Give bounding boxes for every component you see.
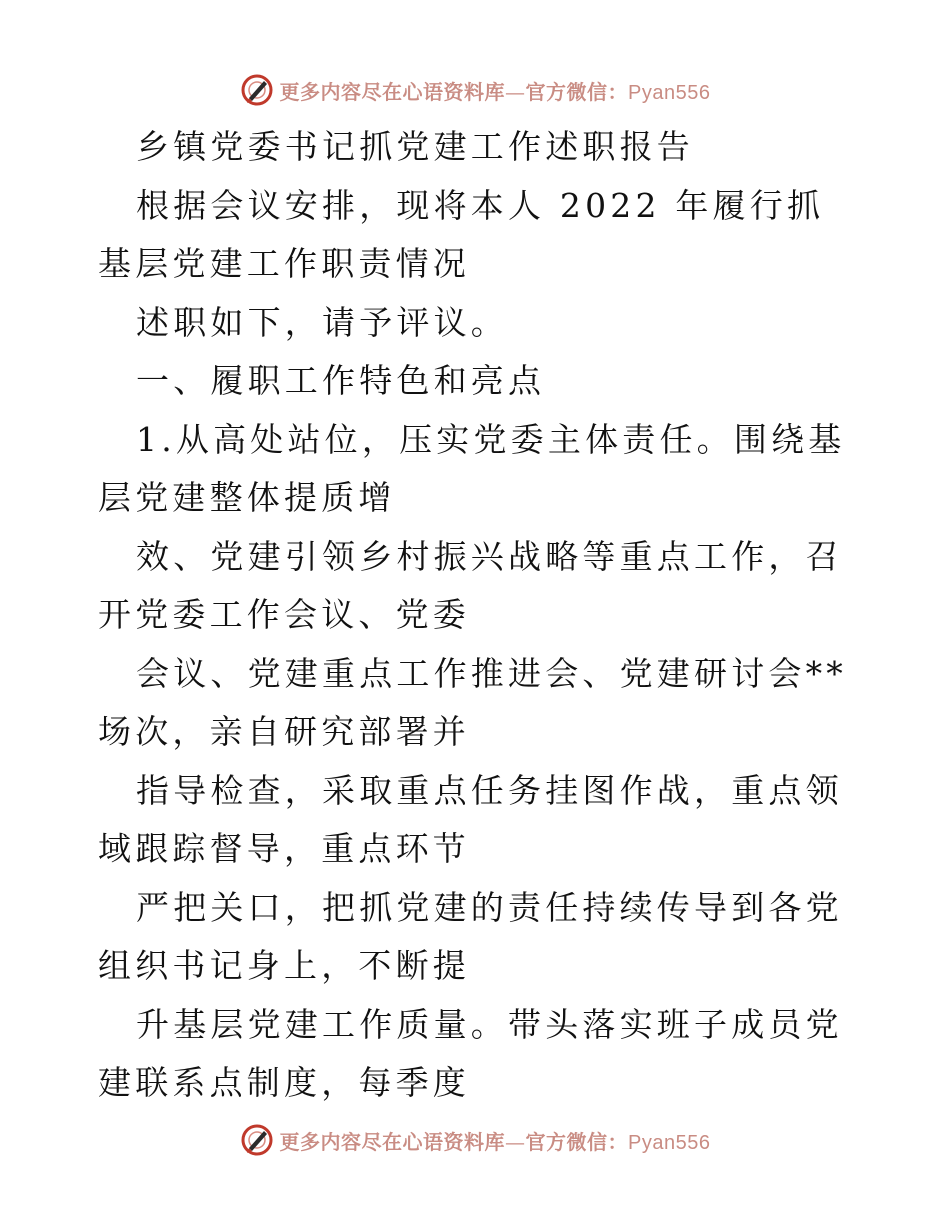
- paragraph: 1.从高处站位，压实党委主体责任。围绕基层党建整体提质增: [98, 419, 846, 517]
- paragraph: 严把关口，把抓党建的责任持续传导到各党组织书记身上，不断提: [98, 887, 843, 985]
- watermark-text: 更多内容尽在心语资料库—官方微信：Pyan556: [279, 1129, 711, 1154]
- section-heading: 一、履职工作特色和亮点: [136, 361, 546, 400]
- footer-watermark: [0, 1120, 950, 1160]
- watermark-text: 更多内容尽在心语资料库—官方微信：Pyan556: [279, 79, 711, 104]
- pen-logo-icon: [240, 1123, 274, 1157]
- paragraph: 指导检查，采取重点任务挂图作战，重点领域跟踪督导，重点环节: [98, 770, 843, 868]
- paragraph: 根据会议安排，现将本人 2022 年履行抓基层党建工作职责情况: [98, 185, 825, 283]
- document-body: [98, 118, 858, 1113]
- document-title: 乡镇党委书记抓党建工作述职报告: [136, 127, 694, 166]
- pen-logo-icon: [240, 73, 274, 107]
- paragraph: 述职如下，请予评议。: [136, 302, 508, 342]
- paragraph: 效、党建引领乡村振兴战略等重点工作，召开党委工作会议、党委: [98, 536, 843, 634]
- paragraph: 会议、党建重点工作推进会、党建研讨会**场次，亲自研究部署并: [98, 653, 847, 751]
- header-watermark: [0, 70, 950, 110]
- paragraph: 升基层党建工作质量。带头落实班子成员党建联系点制度，每季度: [98, 1004, 843, 1102]
